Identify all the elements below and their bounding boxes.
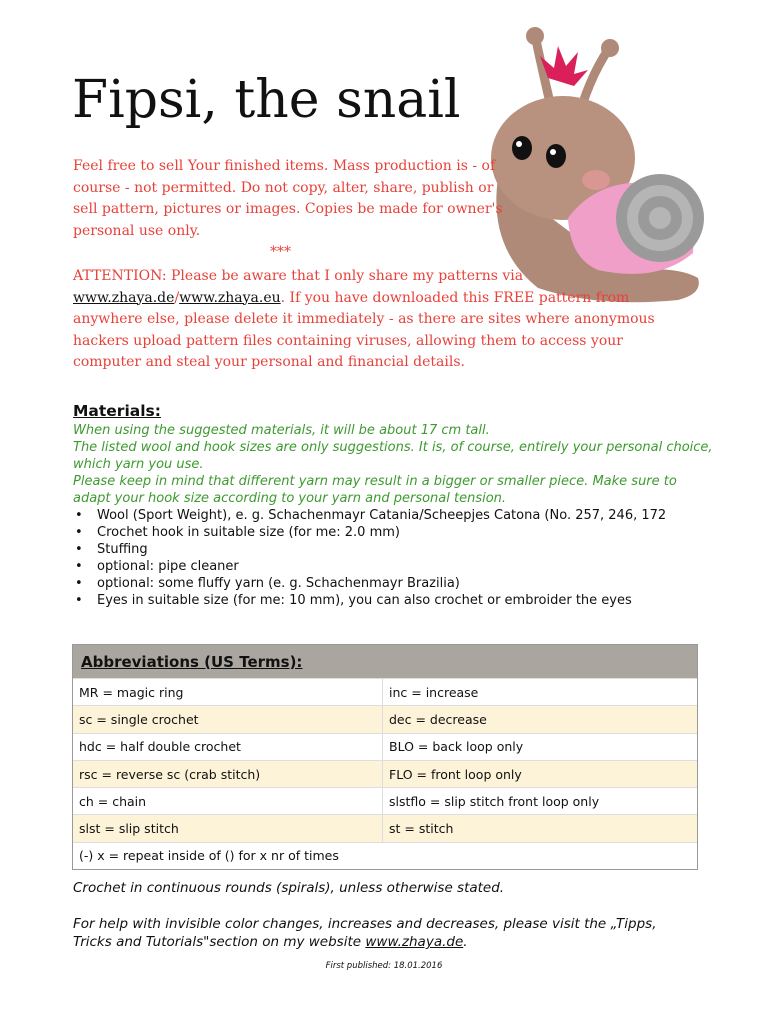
page-title: Fipsi, the snail: [72, 70, 461, 130]
attention-before: ATTENTION: Please be aware that I only share my patterns via: [73, 268, 524, 284]
list-item: • Wool (Sport Weight), e. g. Schachenmayr Catania/Scheepjes Catona (No. 257, 246, 172: [75, 507, 715, 524]
table-cell: st = stitch: [389, 821, 454, 837]
table-row: [73, 842, 697, 869]
table-row: [73, 678, 697, 705]
table-cell: ch = chain: [73, 788, 383, 814]
table-cell: dec = decrease: [389, 711, 487, 727]
abbreviations-table: [72, 644, 698, 870]
list-item: • optional: some fluffy yarn (e. g. Schachenmayr Brazilia): [75, 575, 715, 592]
table-row: [73, 814, 697, 841]
published-date: First published: 18.01.2016: [325, 961, 443, 971]
intro-text: Feel free to sell Your finished items. Mass production is - of course - not permitted. Do not copy, alter, share, publish or sell pattern, pictures or images. Copies be made for owner's personal use only.: [73, 158, 503, 239]
materials-note: Please keep in mind that different yarn may result in a bigger or smaller piece. Make sure to adapt your hook size according to your yarn and personal tension.: [73, 474, 677, 506]
list-item: • Crochet hook in suitable size (for me: 2.0 mm): [75, 524, 715, 541]
rounds-note: Crochet in continuous rounds (spirals), unless otherwise stated.: [73, 880, 505, 896]
table-cell: FLO = front loop only: [389, 766, 522, 782]
table-cell: slstflo = slip stitch front loop only: [389, 793, 600, 809]
link-slash: /: [174, 289, 180, 306]
separator: ***: [270, 244, 291, 260]
abbreviations-heading: [73, 645, 697, 678]
table-cell: MR = magic ring: [73, 679, 383, 705]
table-row: [73, 787, 697, 814]
list-item: • Stuffing: [75, 541, 715, 558]
website-link[interactable]: www.zhaya.de: [365, 934, 464, 950]
table-row: [73, 705, 697, 732]
table-cell: (-) x = repeat inside of () for x nr of times: [79, 848, 339, 864]
attention-after: . If you have downloaded this FREE pattern from anywhere else, please delete it immediately - as there are sites where anonymous hackers upload pattern files containing viruses, allowing them to access your computer and steal your personal and financial details.: [73, 289, 655, 371]
help-before: For help with invisible color changes, increases and decreases, please visit the „Tipps, Tricks and Tutorials"section on my website: [73, 916, 657, 950]
abbreviations-heading-label: Abbreviations (US Terms):: [81, 652, 303, 671]
table-cell: rsc = reverse sc (crab stitch): [73, 761, 383, 787]
attention-text: [73, 266, 673, 374]
list-item: • Eyes in suitable size (for me: 10 mm), you can also crochet or embroider the eyes: [75, 592, 715, 609]
table-row: [73, 760, 697, 787]
help-after: .: [463, 934, 468, 950]
materials-note: The listed wool and hook sizes are only suggestions. It is, of course, entirely your personal choice, which yarn you use.: [73, 440, 713, 472]
zhaya-de-link[interactable]: www.zhaya.de: [73, 289, 175, 306]
materials-heading: Materials:: [73, 402, 161, 420]
materials-notes: [73, 422, 713, 507]
table-cell: hdc = half double crochet: [73, 734, 383, 760]
help-note: [73, 915, 693, 951]
table-cell: inc = increase: [389, 684, 479, 700]
table-cell: BLO = back loop only: [389, 739, 524, 755]
snail-image: [478, 8, 718, 308]
table-cell: slst = slip stitch: [73, 815, 383, 841]
table-cell: sc = single crochet: [73, 706, 383, 732]
materials-note: When using the suggested materials, it will be about 17 cm tall.: [73, 423, 490, 438]
table-row: [73, 733, 697, 760]
list-item: • optional: pipe cleaner: [75, 558, 715, 575]
materials-list: [75, 507, 715, 609]
zhaya-eu-link[interactable]: www.zhaya.eu: [179, 289, 281, 306]
